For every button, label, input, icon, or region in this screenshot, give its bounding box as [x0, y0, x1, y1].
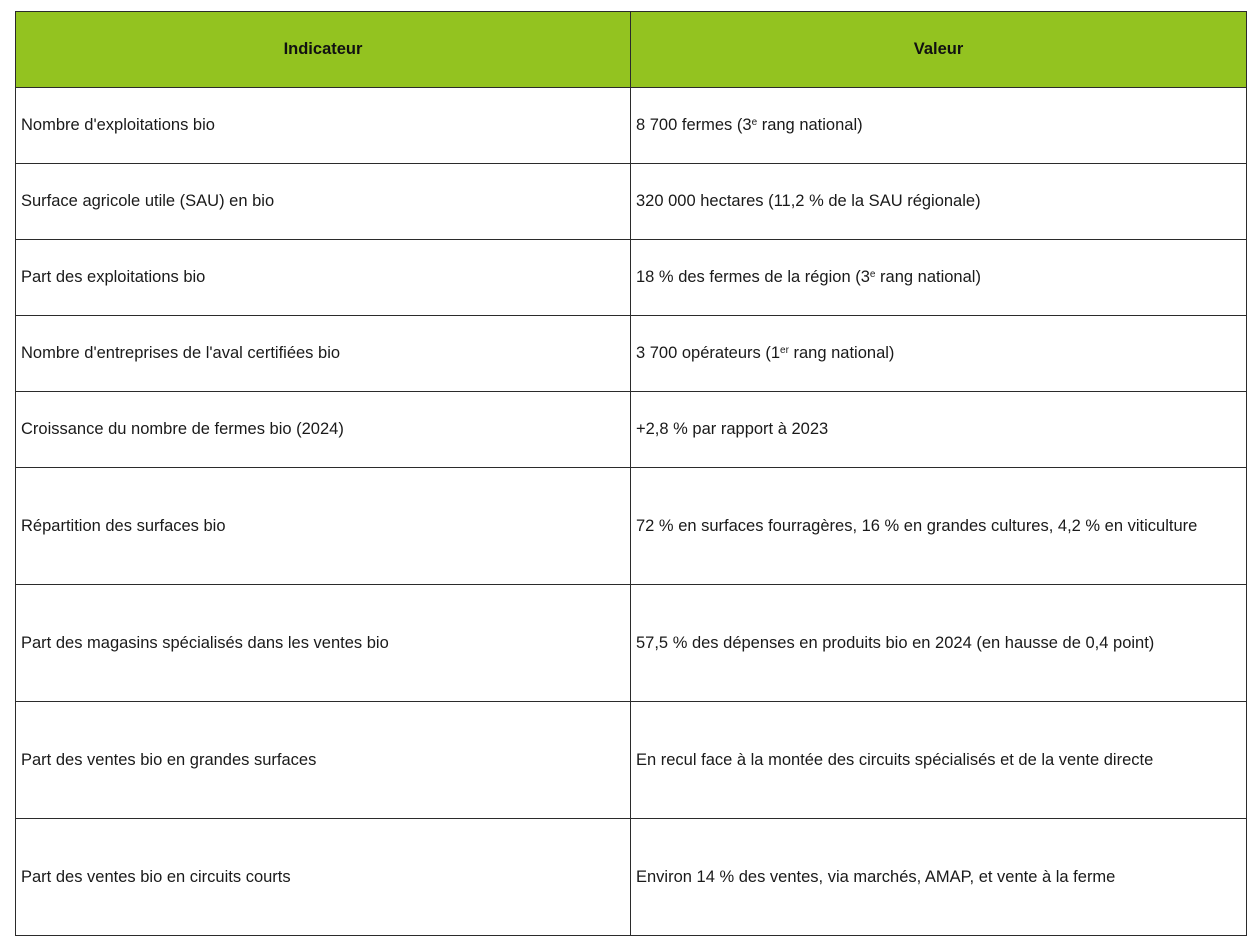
- cell-valeur: +2,8 % par rapport à 2023: [631, 392, 1247, 468]
- table-row: [16, 240, 1247, 316]
- valeur-text: 3 700 opérateurs (1: [636, 344, 781, 362]
- table-row: [16, 585, 1247, 702]
- table-row: [16, 316, 1247, 392]
- cell-valeur: En recul face à la montée des circuits spécialisés et de la vente directe: [631, 702, 1247, 819]
- ordinal-suffix: e: [751, 116, 758, 128]
- cell-valeur: [631, 316, 1247, 392]
- valeur-text: 18 % des fermes de la région (3: [636, 268, 870, 286]
- cell-indicateur: Répartition des surfaces bio: [16, 468, 631, 585]
- table-row: [16, 702, 1247, 819]
- data-table: [15, 11, 1247, 936]
- cell-valeur: [631, 240, 1247, 316]
- table-row: [16, 468, 1247, 585]
- valeur-text-end: rang national): [875, 268, 981, 286]
- cell-valeur: 72 % en surfaces fourragères, 16 % en grandes cultures, 4,2 % en viticulture: [631, 468, 1247, 585]
- ordinal-suffix: e: [869, 268, 876, 280]
- table-row: [16, 819, 1247, 936]
- cell-indicateur: Part des ventes bio en grandes surfaces: [16, 702, 631, 819]
- cell-indicateur: Croissance du nombre de fermes bio (2024): [16, 392, 631, 468]
- table-row: [16, 164, 1247, 240]
- table-row: [16, 88, 1247, 164]
- ordinal-suffix: er: [780, 344, 789, 356]
- valeur-text-end: rang national): [757, 116, 863, 134]
- header-row: [16, 12, 1247, 88]
- cell-indicateur: Nombre d'entreprises de l'aval certifiées bio: [16, 316, 631, 392]
- cell-indicateur: Part des ventes bio en circuits courts: [16, 819, 631, 936]
- table-row: [16, 392, 1247, 468]
- valeur-text: 8 700 fermes (3: [636, 116, 752, 134]
- header-valeur: Valeur: [631, 12, 1247, 88]
- cell-valeur: [631, 88, 1247, 164]
- cell-indicateur: Part des exploitations bio: [16, 240, 631, 316]
- cell-valeur: Environ 14 % des ventes, via marchés, AMAP, et vente à la ferme: [631, 819, 1247, 936]
- cell-indicateur: Nombre d'exploitations bio: [16, 88, 631, 164]
- cell-valeur: 57,5 % des dépenses en produits bio en 2024 (en hausse de 0,4 point): [631, 585, 1247, 702]
- cell-valeur: 320 000 hectares (11,2 % de la SAU régionale): [631, 164, 1247, 240]
- valeur-text-end: rang national): [788, 344, 895, 362]
- header-indicateur: Indicateur: [16, 12, 631, 88]
- cell-indicateur: Surface agricole utile (SAU) en bio: [16, 164, 631, 240]
- cell-indicateur: Part des magasins spécialisés dans les ventes bio: [16, 585, 631, 702]
